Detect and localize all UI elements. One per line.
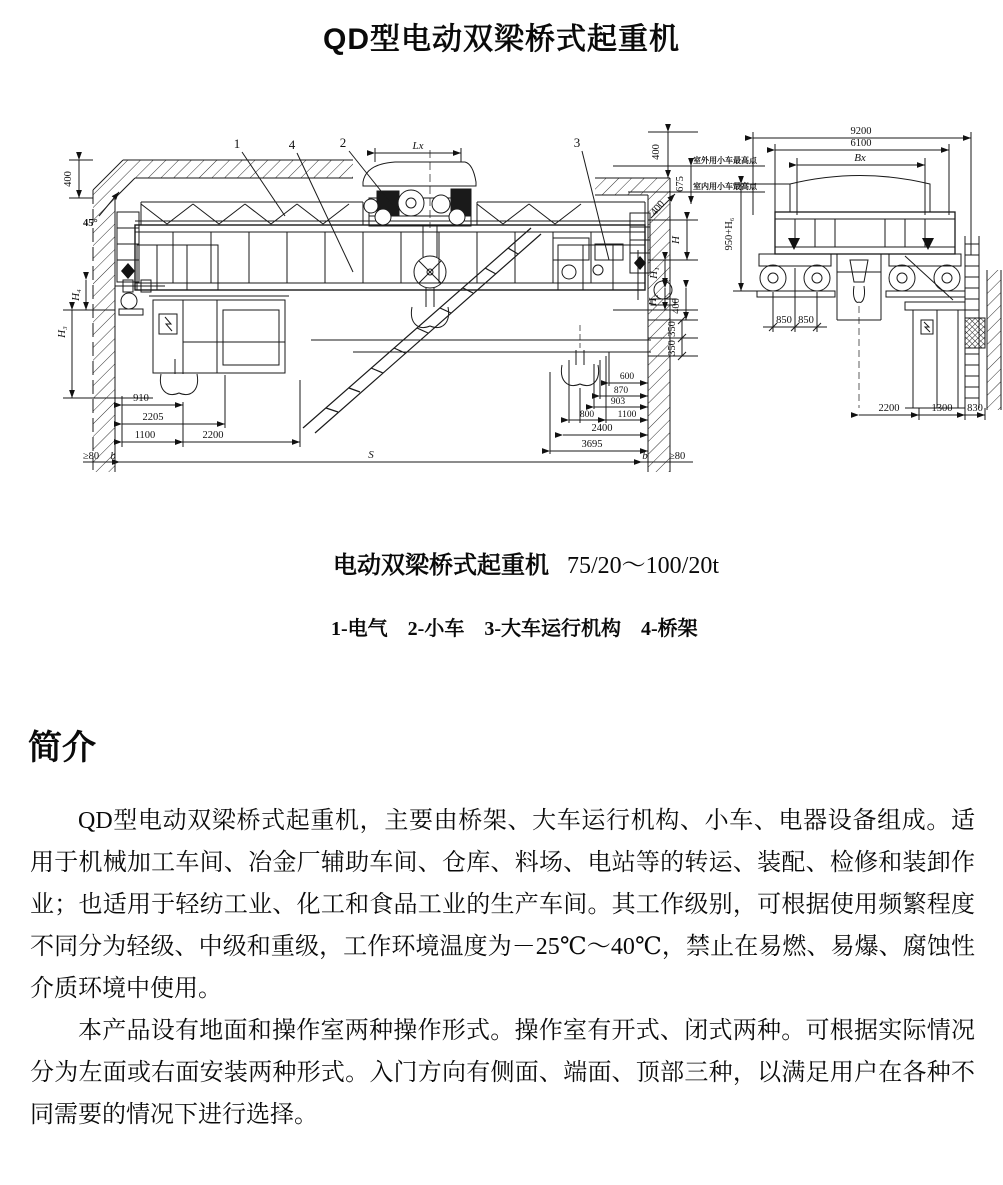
svg-text:2200: 2200 — [878, 403, 900, 414]
svg-text:400: 400 — [648, 198, 668, 218]
svg-text:800: 800 — [579, 410, 595, 420]
svg-text:1100: 1100 — [134, 430, 156, 441]
intro-body — [30, 800, 975, 1136]
callout-1: 1 — [233, 136, 241, 151]
intro-paragraph-1: QD型电动双梁桥式起重机，主要由桥架、大车运行机构、小车、电器设备组成。适用于机械加工车间、冶金厂辅助车间、仓库、料场、电站等的转运、装配、检修和装卸作业；也适用于轻纺工业、化工和食品工业的生产车间。其工作级别，可根据使用频繁程度不同分为轻级、中级和重级，工作环境温度为－25℃～40℃，禁止在易燃、易爆、腐蚀性介质环境中使用。 — [30, 808, 975, 1002]
svg-text:1300: 1300 — [931, 403, 953, 414]
svg-text:870: 870 — [613, 386, 629, 396]
svg-text:H₄: H₄ — [70, 289, 82, 301]
svg-text:2205: 2205 — [142, 412, 164, 423]
operator-cab — [149, 296, 289, 373]
end-trolley-cab — [790, 176, 930, 213]
lightning-mark — [924, 322, 930, 332]
technical-drawing — [53, 120, 1003, 495]
end-elevation-view — [724, 126, 1001, 420]
dim-400-left — [63, 160, 93, 198]
figure-caption — [333, 545, 719, 580]
dim-950-h6 — [724, 184, 790, 291]
callout-4: 4 — [288, 137, 296, 152]
end-ladder — [965, 236, 985, 408]
page-title: QD型电动双梁桥式起重机 — [323, 23, 680, 56]
crane-drawing-svg — [53, 120, 1003, 495]
bottom-left-dims — [122, 375, 300, 447]
svg-text:350: 350 — [667, 340, 678, 356]
svg-text:950+H₆: 950+H₆ — [724, 217, 735, 251]
right-hook — [561, 325, 598, 385]
svg-text:H₃: H₃ — [56, 326, 68, 338]
svg-text:1100: 1100 — [617, 410, 637, 420]
svg-text:b: b — [110, 450, 116, 462]
end-bottom-dims — [859, 403, 985, 420]
end-hook-frame — [837, 254, 881, 408]
svg-text:2200: 2200 — [202, 430, 224, 441]
svg-text:2400: 2400 — [591, 423, 613, 434]
svg-text:b: b — [642, 450, 648, 462]
svg-text:≥80: ≥80 — [82, 451, 100, 462]
svg-text:850: 850 — [798, 315, 814, 326]
end-hook — [853, 286, 864, 302]
end-operator-cab — [905, 256, 965, 408]
svg-text:S: S — [368, 449, 374, 461]
intro-paragraph-2: 本产品设有地面和操作室两种操作形式。操作室有开式、闭式两种。可根据实际情况分为左面或右面安装两种形式。入门方向有侧面、端面、顶部三种，以满足用户在各种不同需要的情况下进行选择。 — [30, 1018, 975, 1128]
dim-lx — [375, 140, 461, 162]
svg-text:400: 400 — [651, 144, 662, 160]
main-hoist — [411, 226, 448, 327]
lightning-mark — [165, 317, 172, 331]
note-indoor-trolley: 室内用小车最高点 — [693, 182, 757, 191]
svg-text:45°: 45° — [83, 218, 98, 229]
dense-hatch-block — [965, 318, 985, 348]
bottom-right-dims — [550, 352, 648, 454]
svg-text:600: 600 — [619, 372, 635, 382]
svg-text:910: 910 — [133, 393, 149, 404]
end-right-column — [987, 270, 1001, 410]
callout-2: 2 — [339, 135, 347, 150]
svg-text:903: 903 — [610, 397, 626, 407]
svg-text:3695: 3695 — [581, 439, 603, 450]
access-stair — [303, 228, 541, 433]
svg-text:400: 400 — [63, 171, 74, 187]
trolley-wheel — [449, 209, 465, 225]
callout-3: 3 — [573, 135, 581, 150]
svg-text:9200: 9200 — [850, 126, 872, 137]
left-hook — [160, 359, 197, 394]
svg-text:850: 850 — [776, 315, 792, 326]
svg-text:Lx: Lx — [412, 140, 424, 152]
svg-text:830: 830 — [967, 403, 983, 414]
svg-text:675: 675 — [675, 176, 686, 192]
trolley-canopy — [363, 162, 476, 186]
section-heading: 简介 — [28, 729, 96, 767]
travel-mechanism — [553, 238, 645, 300]
end-top-dims — [753, 126, 971, 255]
dim-850-850 — [763, 268, 827, 332]
figure-caption-spec: 75/20～100/20t — [567, 553, 720, 579]
svg-text:6100: 6100 — [850, 138, 872, 149]
svg-text:Bx: Bx — [854, 152, 866, 164]
trolley-wheel — [375, 209, 391, 225]
end-bridge-body — [775, 212, 955, 254]
svg-text:400: 400 — [671, 298, 682, 314]
note-outdoor-trolley: 室外用小车最高点 — [693, 156, 757, 165]
bridge-girder — [135, 221, 645, 290]
front-elevation-view — [56, 132, 765, 472]
figure-caption-name: 电动双梁桥式起重机 — [333, 553, 549, 579]
svg-text:350: 350 — [667, 321, 678, 337]
svg-text:≥80: ≥80 — [669, 451, 686, 462]
svg-text:H₁: H₁ — [648, 267, 660, 279]
svg-text:H₂: H₂ — [647, 294, 659, 306]
svg-text:H: H — [670, 236, 682, 244]
figure-legend: 1-电气 2-小车 3-大车运行机构 4-桥架 — [331, 618, 698, 640]
left-crane-wheel — [121, 293, 137, 309]
